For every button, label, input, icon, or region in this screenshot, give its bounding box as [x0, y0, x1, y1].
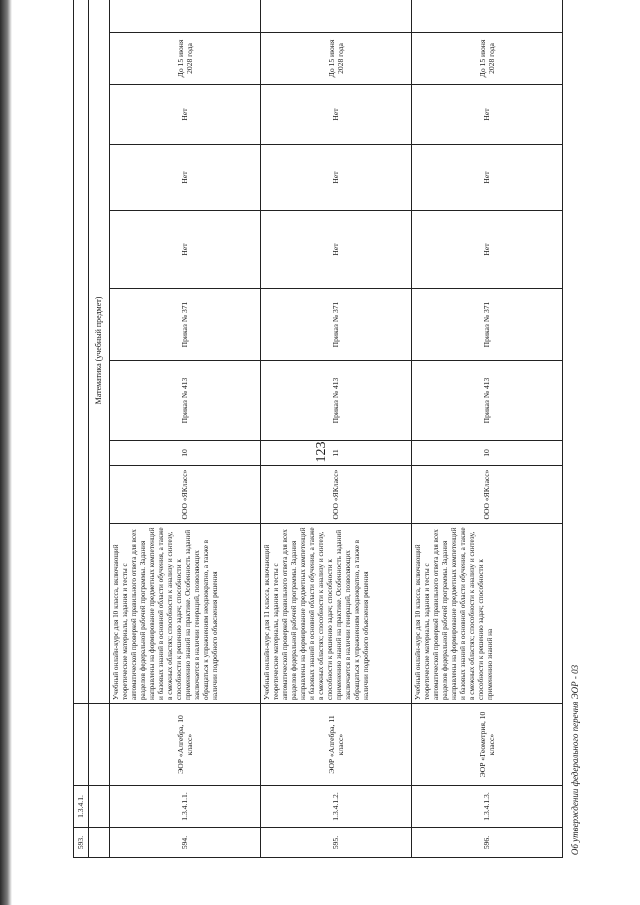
rotated-table-wrapper [73, 39, 573, 858]
flag-1: Нет [412, 211, 563, 289]
grade: 11 [261, 441, 412, 466]
eor-table [73, 0, 563, 858]
row-code: 1.3.4.1.3. [412, 786, 563, 828]
order-1: Приказ № 413 [412, 361, 563, 441]
deadline: До 15 июня 2028 года [261, 33, 412, 85]
row-num: 594. [110, 828, 261, 858]
flag-1: Нет [261, 211, 412, 289]
table-row [261, 0, 412, 858]
top-row-empty [74, 0, 89, 704]
subject-heading: Математика (учебный предмет) [89, 0, 110, 704]
row-num: 595. [261, 828, 412, 858]
grade: 10 [110, 441, 261, 466]
deadline: До 15 июня 2028 года [110, 33, 261, 85]
order-1: Приказ № 413 [110, 361, 261, 441]
row-code: 1.3.4.1.2. [261, 786, 412, 828]
row-num: 596. [412, 828, 563, 858]
organization: ООО «ЯКласс» [261, 466, 412, 524]
order-2: Приказ № 371 [261, 289, 412, 361]
resource-name: ЭОР «Алгебра, 11 класс» [261, 704, 412, 786]
flag-3: Нет [110, 85, 261, 145]
flag-3: Нет [261, 85, 412, 145]
flag-2: Нет [412, 145, 563, 211]
table-row-top [74, 0, 89, 858]
resource-name: ЭОР «Геометрия, 10 класс» [412, 704, 563, 786]
deadline: До 15 июня 2028 года [412, 33, 563, 85]
footer-note: Об утверждении федерального перечня ЭОР - 03 [570, 664, 580, 856]
resource-name: ЭОР «Алгебра, 10 класс» [110, 704, 261, 786]
flag-1: Нет [110, 211, 261, 289]
organization: ООО «ЯКласс» [110, 466, 261, 524]
resource-description: Учебный онлайн-курс для 10 класса, включающий теоретические материалы, задания и тесты с автоматической проверкой правильного ответа для всех разделов федеральной рабочей программы. Задания направлены на формирование предметных компетенций и базовых знаний в основной области обучения, а также в смежных областях; способности к анализу и синтезу, способности к решению задач; способности к применению знаний на [412, 524, 563, 704]
flag-2: Нет [261, 145, 412, 211]
table-row [110, 0, 261, 858]
resource-description: Учебный онлайн-курс для 10 класса, включающий теоретические материалы, задания и тесты с автоматической проверкой правильного ответа для всех разделов федеральной рабочей программы. Задания направлены на формирование предметных компетенций и базовых знаний в основной области обучения, а также в смежных областях; способности к анализу и синтезу, способности к решению задач; способности к применению знаний на практике. Особенность заданий заключается в наличии генераций, позволяющих обращаться к упражнениям неоднократно, а также в наличии подробного объяснения решения [110, 524, 261, 704]
flag-3: Нет [412, 85, 563, 145]
row-code: 1.3.4.1.1. [110, 786, 261, 828]
row-num: 593. [74, 828, 89, 858]
subject-heading-row [89, 0, 110, 858]
row-code: 1.3.4.1. [74, 786, 89, 828]
flag-2: Нет [110, 145, 261, 211]
scan-edge [0, 0, 12, 905]
grade: 10 [412, 441, 563, 466]
order-2: Приказ № 371 [412, 289, 563, 361]
table-row [412, 0, 563, 858]
page-number: 123 [314, 441, 329, 463]
organization: ООО «ЯКласс» [412, 466, 563, 524]
order-2: Приказ № 371 [110, 289, 261, 361]
order-1: Приказ № 413 [261, 361, 412, 441]
resource-description: Учебный онлайн-курс для 11 класса, включающий теоретические материалы, задания и тесты с автоматической проверкой правильного ответа для всех разделов федеральной рабочей программы. Задания направлены на формирование предметных компетенций и базовых знаний в основной области обучения, а также в смежных областях; способности к анализу и синтезу, способности к решению задач; способности к применению знаний на практике. Особенность заданий заключается в наличии генераций, позволяющих обращаться к упражнениям неоднократно, а также в наличии подробного объяснения решения [261, 524, 412, 704]
